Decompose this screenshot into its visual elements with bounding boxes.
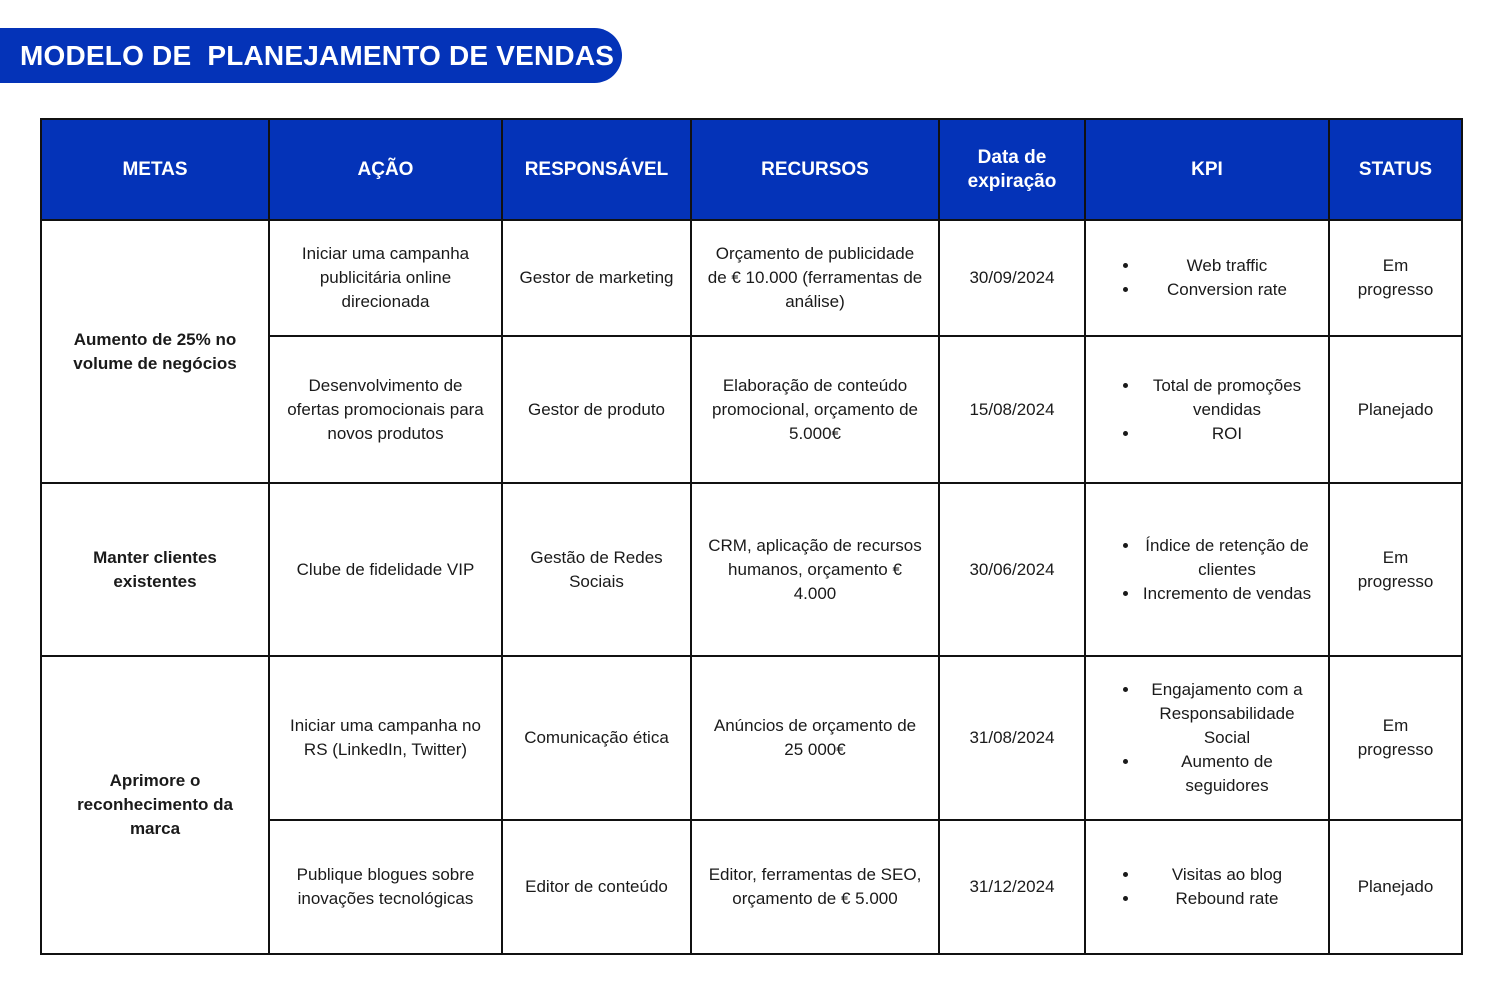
status-cell: Planejado bbox=[1329, 336, 1462, 483]
header-responsavel: RESPONSÁVEL bbox=[502, 119, 691, 220]
responsible-cell: Editor de conteúdo bbox=[502, 820, 691, 954]
table-header-row bbox=[41, 119, 1462, 220]
action-cell: Iniciar uma campanha no RS (LinkedIn, Twitter) bbox=[269, 656, 502, 820]
responsible-cell: Gestão de Redes Sociais bbox=[502, 483, 691, 656]
goal-cell: Manter clientes existentes bbox=[41, 483, 269, 656]
table-row bbox=[41, 220, 1462, 336]
title-banner bbox=[0, 28, 622, 83]
status-cell: Em progresso bbox=[1329, 656, 1462, 820]
header-recursos: RECURSOS bbox=[691, 119, 939, 220]
kpi-item: • Visitas ao blog bbox=[1140, 863, 1314, 887]
goal-cell: Aprimore o reconhecimento da marca bbox=[41, 656, 269, 954]
table-row bbox=[41, 483, 1462, 656]
header-status: STATUS bbox=[1329, 119, 1462, 220]
sales-plan-table bbox=[40, 118, 1463, 955]
resources-cell: Anúncios de orçamento de 25 000€ bbox=[691, 656, 939, 820]
kpi-list bbox=[1100, 534, 1314, 606]
page-title: MODELO DE PLANEJAMENTO DE VENDAS bbox=[20, 39, 615, 71]
kpi-item: • Incremento de vendas bbox=[1140, 582, 1314, 606]
goal-cell: Aumento de 25% no volume de negócios bbox=[41, 220, 269, 483]
kpi-item: • Total de promoções vendidas bbox=[1140, 374, 1314, 422]
expiration-date-cell: 15/08/2024 bbox=[939, 336, 1085, 483]
header-acao: AÇÃO bbox=[269, 119, 502, 220]
responsible-cell: Comunicação ética bbox=[502, 656, 691, 820]
action-cell: Desenvolvimento de ofertas promocionais para novos produtos bbox=[269, 336, 502, 483]
kpi-item: • ROI bbox=[1140, 422, 1314, 446]
kpi-list bbox=[1100, 254, 1314, 302]
expiration-date-cell: 30/06/2024 bbox=[939, 483, 1085, 656]
kpi-item: • Engajamento com a Responsabilidade Social bbox=[1140, 678, 1314, 750]
kpi-cell bbox=[1085, 336, 1329, 483]
action-cell: Iniciar uma campanha publicitária online direcionada bbox=[269, 220, 502, 336]
status-cell: Planejado bbox=[1329, 820, 1462, 954]
action-cell: Publique blogues sobre inovações tecnológicas bbox=[269, 820, 502, 954]
kpi-item: • Conversion rate bbox=[1140, 278, 1314, 302]
expiration-date-cell: 31/12/2024 bbox=[939, 820, 1085, 954]
kpi-item: • Índice de retenção de clientes bbox=[1140, 534, 1314, 582]
responsible-cell: Gestor de produto bbox=[502, 336, 691, 483]
kpi-item: • Aumento de seguidores bbox=[1140, 750, 1314, 798]
kpi-cell bbox=[1085, 820, 1329, 954]
kpi-cell bbox=[1085, 483, 1329, 656]
resources-cell: Editor, ferramentas de SEO, orçamento de € 5.000 bbox=[691, 820, 939, 954]
kpi-cell bbox=[1085, 656, 1329, 820]
expiration-date-cell: 30/09/2024 bbox=[939, 220, 1085, 336]
kpi-list bbox=[1100, 374, 1314, 446]
kpi-list bbox=[1100, 678, 1314, 798]
status-cell: Em progresso bbox=[1329, 483, 1462, 656]
header-data-expiracao: Data de expiração bbox=[939, 119, 1085, 220]
status-cell: Em progresso bbox=[1329, 220, 1462, 336]
resources-cell: Elaboração de conteúdo promocional, orçamento de 5.000€ bbox=[691, 336, 939, 483]
kpi-list bbox=[1100, 863, 1314, 911]
action-cell: Clube de fidelidade VIP bbox=[269, 483, 502, 656]
expiration-date-cell: 31/08/2024 bbox=[939, 656, 1085, 820]
resources-cell: CRM, aplicação de recursos humanos, orçamento € 4.000 bbox=[691, 483, 939, 656]
responsible-cell: Gestor de marketing bbox=[502, 220, 691, 336]
kpi-item: • Web traffic bbox=[1140, 254, 1314, 278]
kpi-item: • Rebound rate bbox=[1140, 887, 1314, 911]
header-kpi: KPI bbox=[1085, 119, 1329, 220]
resources-cell: Orçamento de publicidade de € 10.000 (ferramentas de análise) bbox=[691, 220, 939, 336]
table-row bbox=[41, 656, 1462, 820]
header-metas: METAS bbox=[41, 119, 269, 220]
kpi-cell bbox=[1085, 220, 1329, 336]
